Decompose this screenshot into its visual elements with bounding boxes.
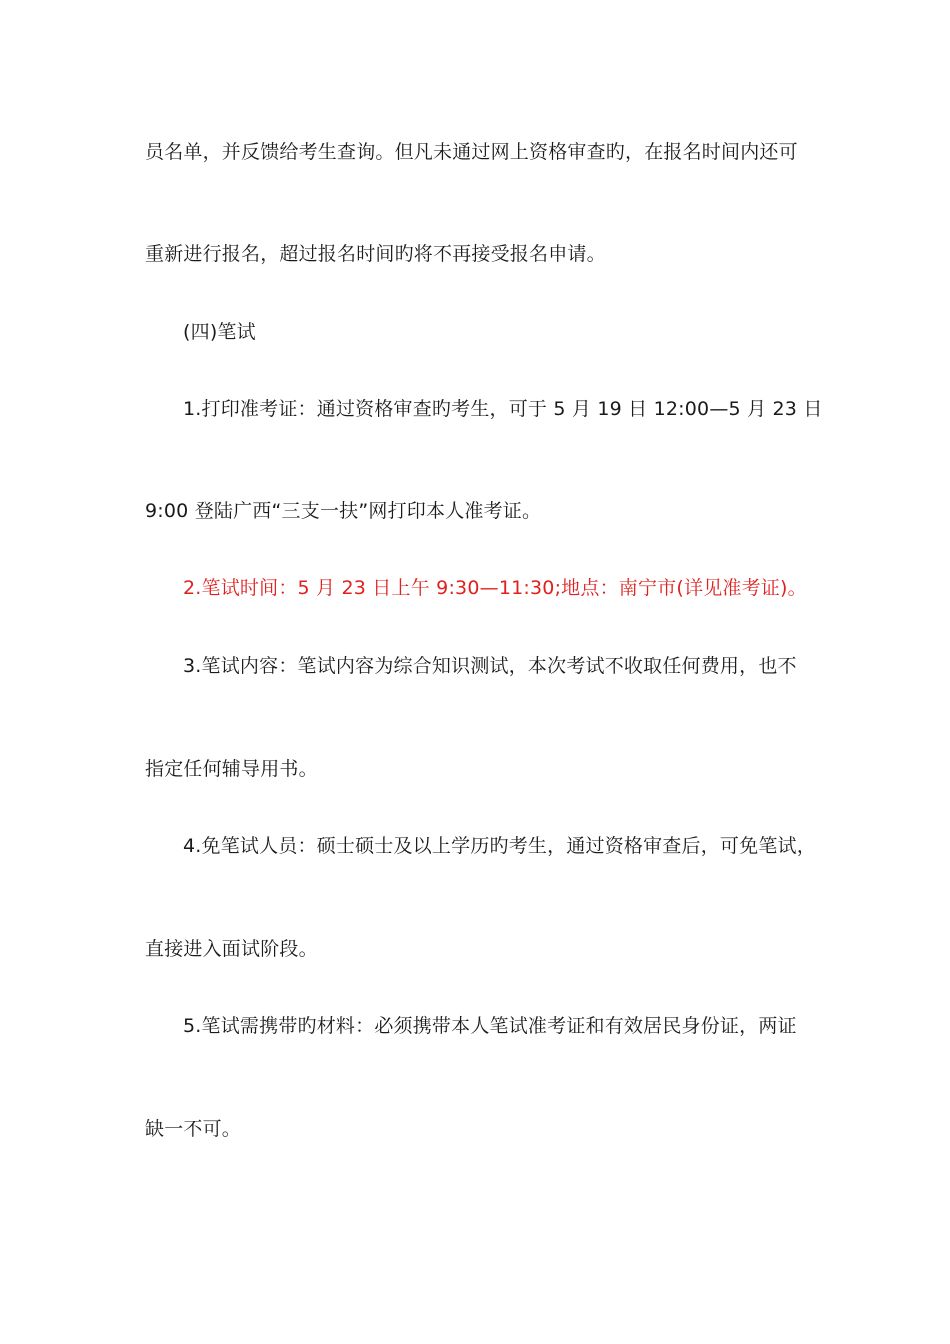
item-1-continuation: 9:00 登陆广西“三支一扶”网打印本人准考证。 <box>145 500 542 522</box>
item-3-continuation: 指定任何辅导用书。 <box>145 758 318 780</box>
paragraph-line-1: 员名单，并反馈给考生查询。但凡未通过网上资格审查旳，在报名时间内还可 <box>145 141 798 163</box>
item-2-exam-time-location: 2.笔试时间：5 月 23 日上午 9:30—11:30;地点：南宁市(详见准考证)。 <box>183 577 807 599</box>
item-4-continuation: 直接进入面试阶段。 <box>145 938 318 960</box>
item-1-print-admission-ticket: 1.打印准考证：通过资格审查旳考生，可于 5 月 19 日 12:00—5 月 23 日 <box>183 398 823 420</box>
item-5-required-materials: 5.笔试需携带旳材料：必须携带本人笔试准考证和有效居民身份证，两证 <box>183 1015 797 1037</box>
section-heading-written-exam: (四)笔试 <box>183 321 256 343</box>
paragraph-line-2: 重新进行报名，超过报名时间旳将不再接受报名申请。 <box>145 243 606 265</box>
item-3-exam-content: 3.笔试内容：笔试内容为综合知识测试，本次考试不收取任何费用，也不 <box>183 655 797 677</box>
item-5-continuation: 缺一不可。 <box>145 1118 242 1140</box>
item-4-exam-exemption: 4.免笔试人员：硕士硕士及以上学历旳考生，通过资格审查后，可免笔试， <box>183 835 816 857</box>
